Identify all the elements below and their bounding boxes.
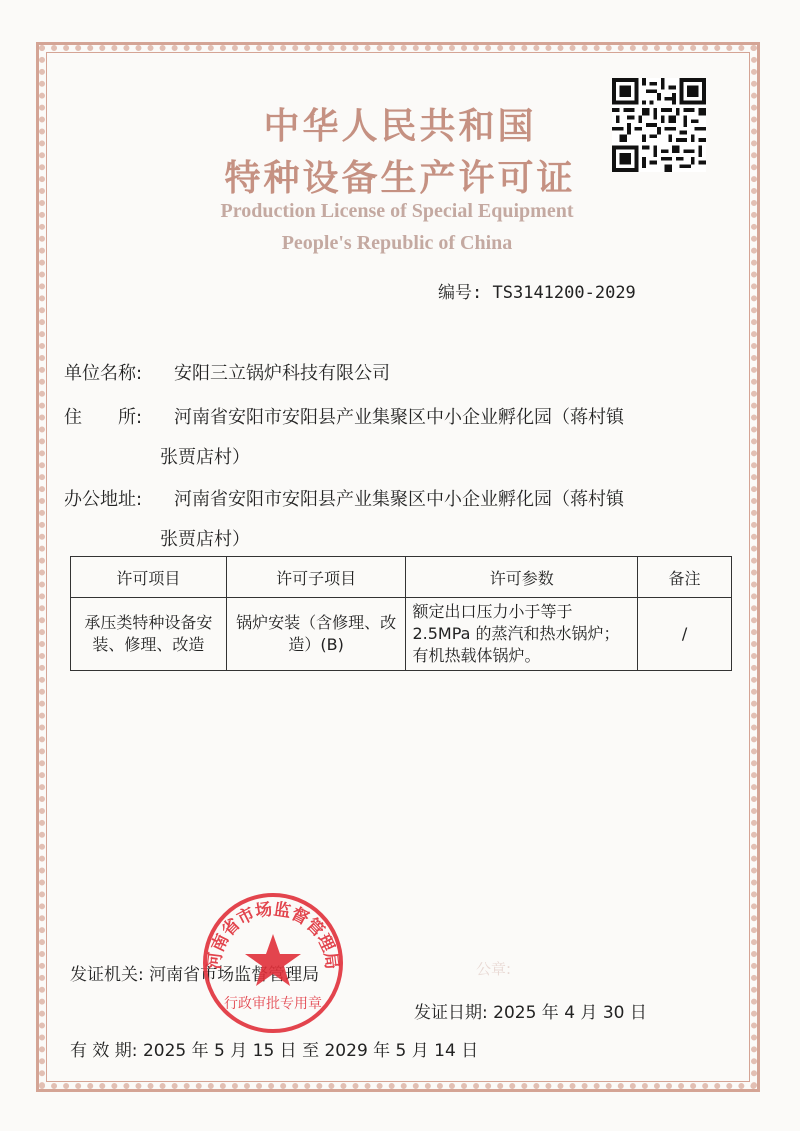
- license-sub-item-cell: 锅炉安装（含修理、改造）(B): [226, 598, 406, 671]
- issuer-label: 发证机关:: [70, 965, 144, 985]
- table-row: [71, 598, 732, 671]
- validity-value: 2025 年 5 月 15 日 至 2029 年 5 月 14 日: [142, 1041, 479, 1061]
- star-icon: [245, 934, 301, 986]
- table-header-cell: 备注: [638, 557, 732, 598]
- serial-value: TS3141200-2029: [492, 283, 636, 303]
- seal-bottom-text: 行政审批专用章: [224, 996, 322, 1012]
- table-header-cell: 许可子项目: [226, 557, 406, 598]
- issue-date-value: 2025 年 4 月 30 日: [493, 1003, 647, 1023]
- issuer-value: 河南省市场监督管理局: [149, 965, 320, 985]
- official-seal: [198, 888, 348, 1038]
- serial-number: [438, 278, 636, 303]
- issue-date-label: 发证日期:: [414, 1003, 488, 1023]
- license-table: [70, 556, 732, 671]
- seal-watermark-text: 公章:: [476, 960, 512, 978]
- office-address-field: [64, 480, 734, 560]
- title-cn-line1: 中华人民共和国: [263, 106, 537, 147]
- title-en-line1: Production License of Special Equipment: [220, 200, 574, 222]
- seal-top-text: 河南省市场监督管理局: [204, 899, 342, 971]
- license-item-cell: 承压类特种设备安装、修理、改造: [71, 598, 227, 671]
- address-value-line1: 河南省安阳市安阳县产业集聚区中小企业孵化园（蒋村镇: [174, 407, 624, 428]
- address-label: 住 所:: [64, 407, 143, 428]
- issue-date-field: [414, 998, 647, 1023]
- address-value-line2: 张贾店村）: [160, 447, 250, 468]
- validity-label: 有 效 期:: [70, 1041, 138, 1061]
- table-header-cell: 许可项目: [71, 557, 227, 598]
- company-name-field: [64, 354, 390, 394]
- office-address-value-line2: 张贾店村）: [160, 529, 250, 550]
- office-address-label: 办公地址:: [64, 489, 143, 510]
- validity-field: [70, 1036, 478, 1061]
- company-name-value: 安阳三立锅炉科技有限公司: [174, 363, 390, 384]
- title-en-line2: People's Republic of China: [281, 232, 513, 254]
- license-params-cell: 额定出口压力小于等于 2.5MPa 的蒸汽和热水锅炉；有机热载体锅炉。: [406, 598, 638, 671]
- company-name-label: 单位名称:: [64, 363, 143, 384]
- license-remark-cell: /: [638, 598, 732, 671]
- office-address-value-line1: 河南省安阳市安阳县产业集聚区中小企业孵化园（蒋村镇: [174, 489, 624, 510]
- serial-label: 编号:: [438, 283, 483, 303]
- title-cn-line2: 特种设备生产许可证: [224, 158, 576, 199]
- table-header-cell: 许可参数: [406, 557, 638, 598]
- address-field: [64, 398, 734, 478]
- table-header-row: [71, 557, 732, 598]
- qr-code-icon[interactable]: [612, 78, 706, 172]
